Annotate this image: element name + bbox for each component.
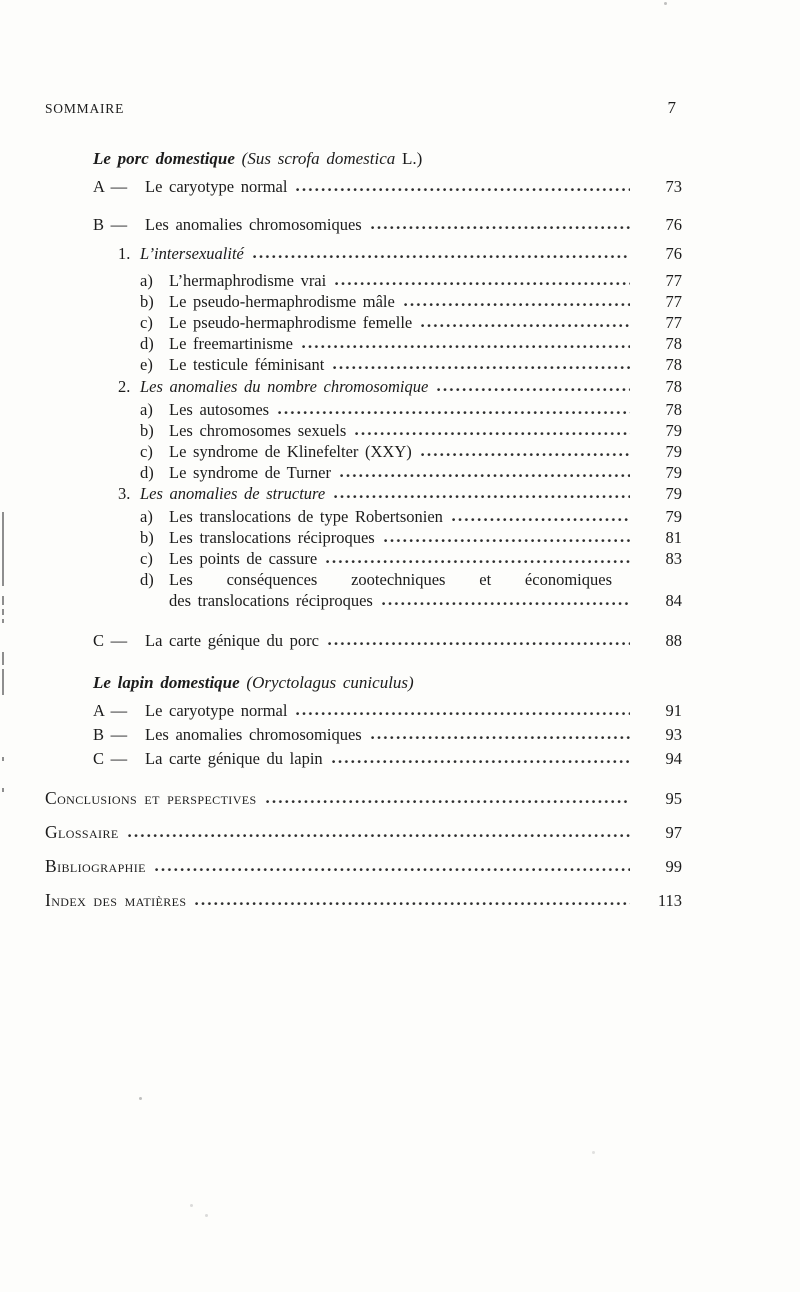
toc-entry (45, 399, 682, 420)
entry-prefix: c) (140, 442, 153, 461)
entry-page: 113 (657, 891, 682, 910)
toc-entry (45, 462, 682, 483)
dot-leader (452, 518, 630, 522)
entry-label: Le caryotype normal (145, 177, 288, 196)
entry-label: Les anomalies chromosomiques (145, 215, 362, 234)
entry-prefix: b) (140, 292, 154, 311)
toc-entry-multiline-second (45, 590, 682, 611)
toc-entry (45, 376, 682, 397)
entry-page: 77 (665, 292, 682, 311)
toc-entry (45, 748, 682, 769)
entry-page: 79 (665, 463, 682, 482)
dot-leader (296, 188, 630, 192)
dot-leader (195, 902, 630, 906)
dot-leader (421, 324, 630, 328)
toc-entry (45, 270, 682, 291)
scan-artifact-line (2, 652, 4, 665)
scan-artifact-line (2, 788, 4, 792)
entry-prefix: C — (93, 749, 128, 768)
entry-prefix: b) (140, 528, 154, 547)
dot-leader (421, 453, 630, 457)
entry-prefix: A — (93, 701, 128, 720)
toc-entry (45, 291, 682, 312)
entry-label: Le freemartinisme (169, 334, 293, 353)
entry-page: 88 (665, 631, 682, 650)
entry-label: Le syndrome de Turner (169, 463, 331, 482)
dot-leader (335, 282, 630, 286)
toc-entry (45, 333, 682, 354)
entry-label: Index des matières (45, 890, 187, 910)
dot-leader (326, 560, 630, 564)
entry-label: La carte génique du lapin (145, 749, 323, 768)
entry-label: L’hermaphrodisme vrai (169, 271, 327, 290)
entry-prefix: b) (140, 421, 154, 440)
entry-label: Les translocations réciproques (169, 528, 375, 547)
entry-label: Les conséquences zootechniques et économiques (169, 570, 612, 589)
entry-label: Le testicule féminisant (169, 355, 325, 374)
scan-artifact-speck (139, 1097, 142, 1100)
toc-entry-multiline-first (45, 569, 682, 590)
dot-leader (278, 411, 630, 415)
entry-prefix: A — (93, 177, 128, 196)
entry-page: 78 (665, 377, 682, 396)
entry-label: Conclusions et perspectives (45, 788, 257, 808)
entry-page: 73 (665, 177, 682, 196)
entry-prefix: d) (140, 570, 154, 589)
dot-leader (334, 495, 630, 499)
entry-prefix: a) (140, 271, 153, 290)
entry-page: 76 (665, 244, 682, 263)
dot-leader (328, 642, 630, 646)
entry-page: 79 (665, 507, 682, 526)
section-title-bold: Le porc domestique (93, 149, 235, 168)
section-title-latin: (Sus scrofa domestica (241, 149, 396, 168)
dot-leader (332, 760, 630, 764)
entry-label: La carte génique du porc (145, 631, 320, 650)
toc-entry (45, 700, 682, 721)
dot-leader (333, 366, 630, 370)
entry-page: 99 (665, 857, 682, 876)
toc-entry (45, 312, 682, 333)
entry-prefix: a) (140, 507, 153, 526)
entry-prefix: a) (140, 400, 153, 419)
entry-prefix: 2. (118, 377, 131, 396)
entry-label: Bibliographie (45, 856, 146, 876)
toc-entry-bibliographie (45, 856, 682, 877)
entry-prefix: d) (140, 334, 154, 353)
page-number: 7 (667, 98, 676, 117)
entry-label: Le caryotype normal (145, 701, 288, 720)
toc-entry (45, 506, 682, 527)
entry-label: Les translocations de type Robertsonien (169, 507, 443, 526)
entry-label: Le pseudo-hermaphrodisme mâle (169, 292, 395, 311)
entry-label: Les anomalies de structure (140, 484, 326, 503)
entry-label: Les autosomes (169, 400, 270, 419)
dot-leader (355, 432, 630, 436)
section-title-tail: L.) (402, 149, 423, 168)
section-title-porc (45, 148, 682, 169)
dot-leader (302, 345, 630, 349)
scan-artifact-speck (190, 1204, 193, 1207)
dot-leader (266, 800, 630, 804)
entry-page: 78 (665, 355, 682, 374)
scan-artifact-speck (592, 1151, 595, 1154)
entry-page: 77 (665, 313, 682, 332)
toc-entry (45, 630, 682, 651)
entry-label: Le syndrome de Klinefelter (XXY) (169, 442, 412, 461)
entry-page: 83 (665, 549, 682, 568)
dot-leader (404, 303, 630, 307)
section-title-latin: (Oryctolagus cuniculus) (246, 673, 414, 692)
entry-prefix: B — (93, 725, 128, 744)
entry-label: L’intersexualité (140, 244, 244, 263)
entry-label-continuation: des translocations réciproques (169, 591, 373, 610)
toc-entry-conclusions (45, 788, 682, 809)
entry-page: 78 (665, 334, 682, 353)
entry-page: 79 (665, 442, 682, 461)
entry-page: 77 (665, 271, 682, 290)
toc-entry (45, 548, 682, 569)
toc-entry (45, 420, 682, 441)
toc-entry (45, 354, 682, 375)
entry-label: Glossaire (45, 822, 119, 842)
entry-label: Les anomalies chromosomiques (145, 725, 362, 744)
dot-leader (253, 255, 630, 259)
entry-prefix: B — (93, 215, 128, 234)
toc-entry (45, 176, 682, 197)
toc-entry (45, 724, 682, 745)
toc-entry (45, 527, 682, 548)
entry-page: 97 (665, 823, 682, 842)
entry-page: 78 (665, 400, 682, 419)
entry-page: 84 (665, 591, 682, 610)
entry-page: 95 (665, 789, 682, 808)
dot-leader (155, 868, 630, 872)
entry-prefix: c) (140, 313, 153, 332)
entry-prefix: d) (140, 463, 154, 482)
dot-leader (371, 736, 630, 740)
entry-page: 79 (665, 421, 682, 440)
toc-entry (45, 441, 682, 462)
entry-page: 76 (665, 215, 682, 234)
toc-entry (45, 483, 682, 504)
entry-prefix: c) (140, 549, 153, 568)
scan-artifact-line (2, 512, 4, 586)
entry-label: Les points de cassure (169, 549, 318, 568)
entry-label: Les anomalies du nombre chromosomique (140, 377, 429, 396)
dot-leader (296, 712, 630, 716)
scan-artifact-speck (205, 1214, 208, 1217)
dot-leader (340, 474, 630, 478)
toc-entry-index (45, 890, 682, 911)
scan-artifact-line (2, 757, 4, 761)
entry-prefix: C — (93, 631, 128, 650)
toc-entry (45, 214, 682, 235)
entry-page: 91 (665, 701, 682, 720)
section-title-lapin (45, 672, 682, 693)
section-title-bold: Le lapin domestique (93, 673, 240, 692)
entry-prefix: 3. (118, 484, 131, 503)
scan-artifact-line (2, 619, 4, 623)
entry-label: Le pseudo-hermaphrodisme femelle (169, 313, 413, 332)
toc-entry (45, 243, 682, 264)
dot-leader (384, 539, 630, 543)
dot-leader (371, 226, 630, 230)
page-header (45, 98, 682, 119)
entry-label: Les chromosomes sexuels (169, 421, 347, 440)
entry-prefix: e) (140, 355, 153, 374)
dot-leader (128, 834, 630, 838)
toc-entry-glossaire (45, 822, 682, 843)
toc-content (45, 0, 682, 911)
scan-artifact-line (2, 609, 4, 615)
scan-artifact-line (2, 669, 4, 695)
entry-page: 93 (665, 725, 682, 744)
scan-artifact-line (2, 596, 4, 605)
dot-leader (437, 388, 630, 392)
entry-page: 94 (665, 749, 682, 768)
entry-page: 79 (665, 484, 682, 503)
entry-page: 81 (665, 528, 682, 547)
dot-leader (382, 602, 630, 606)
running-head-title: SOMMAIRE (45, 101, 125, 116)
entry-prefix: 1. (118, 244, 131, 263)
